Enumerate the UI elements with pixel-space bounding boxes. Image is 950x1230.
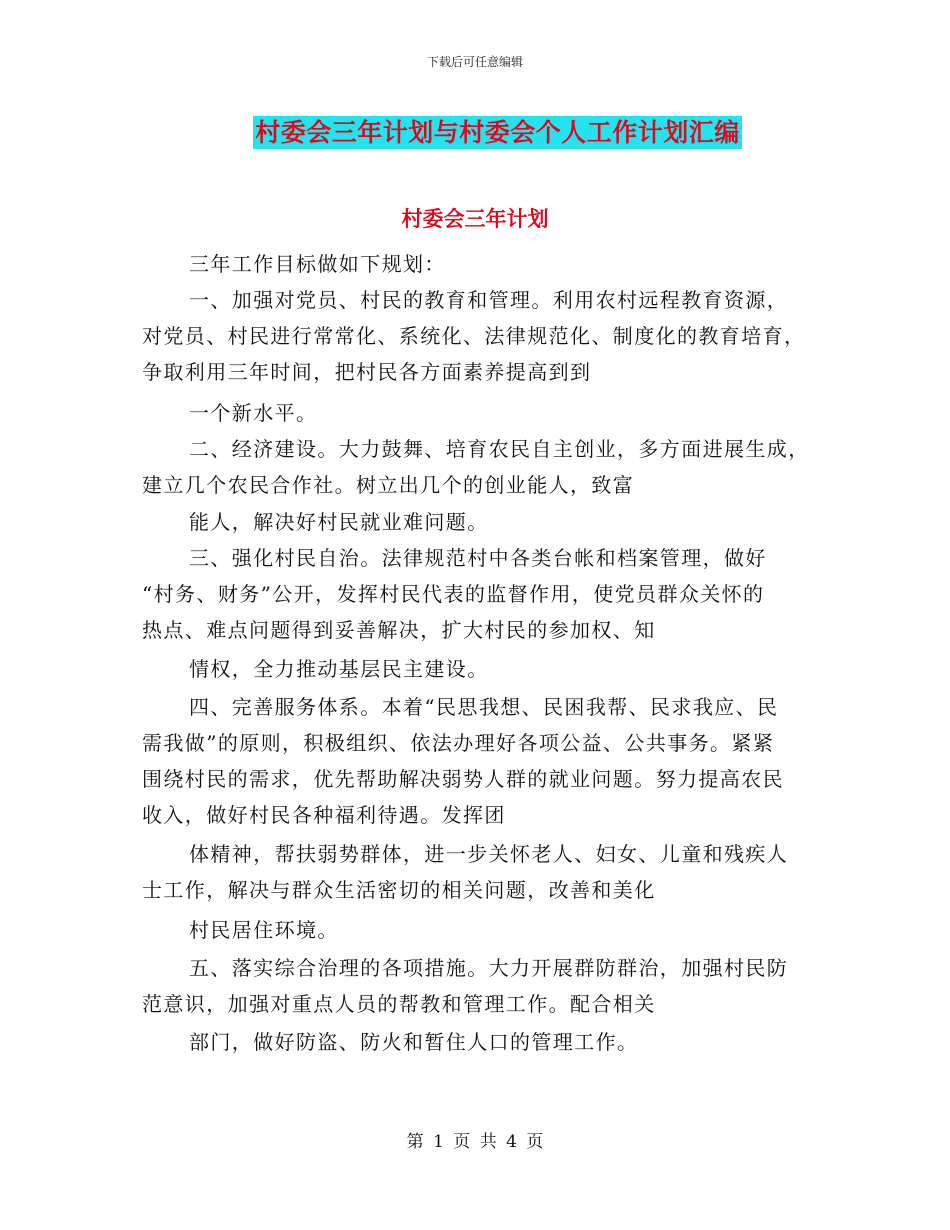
paragraph-line: 四、完善服务体系。本着“民思我想、民困我帮、民求我应、民 — [189, 695, 779, 719]
paragraph-line: 三年工作目标做如下规划： — [189, 252, 446, 276]
main-title-text: 村委会三年计划与村委会个人工作计划汇编 — [255, 118, 740, 147]
paragraph-line: 士工作，解决与群众生活密切的相关问题，改善和美化 — [142, 878, 656, 902]
main-title — [0, 113, 950, 149]
header-note: 下载后可任意编辑 — [426, 55, 523, 69]
paragraph-line: 争取利用三年时间，把村民各方面素养提高到到 — [142, 360, 592, 384]
paragraph-line: 能人，解决好村民就业难问题。 — [189, 510, 489, 534]
paragraph-line: “村务、财务”公开，发挥村民代表的监督作用，使党员群众关怀的 — [142, 582, 765, 606]
paragraph-line: 村民居住环境。 — [189, 918, 339, 942]
paragraph-line: 范意识，加强对重点人员的帮教和管理工作。配合相关 — [142, 992, 656, 1016]
paragraph-line: 围绕村民的需求，优先帮助解决弱势人群的就业问题。努力提高农民 — [142, 767, 784, 791]
paragraph-line: 一个新水平。 — [189, 401, 318, 425]
paragraph-line: 需我做”的原则，积极组织、依法办理好各项公益、公共事务。紧紧 — [142, 731, 775, 755]
paragraph-line: 五、落实综合治理的各项措施。大力开展群防群治，加强村民防 — [189, 956, 789, 980]
page-number: 第 1 页 共 4 页 — [406, 1132, 544, 1152]
paragraph-line: 热点、难点问题得到妥善解决，扩大村民的参加权、知 — [142, 618, 656, 642]
paragraph-line: 一、加强对党员、村民的教育和管理。利用农村远程教育资源， — [189, 288, 789, 312]
paragraph-line: 体精神，帮扶弱势群体，进一步关怀老人、妇女、儿童和残疾人 — [189, 842, 789, 866]
section-title: 村委会三年计划 — [401, 206, 549, 231]
paragraph-line: 情权，全力推动基层民主建设。 — [189, 657, 489, 681]
paragraph-line: 收入，做好村民各种福利待遇。发挥团 — [142, 803, 506, 827]
paragraph-line: 对党员、村民进行常常化、系统化、法律规范化、制度化的教育培育， — [142, 324, 806, 348]
paragraph-line: 部门，做好防盗、防火和暂住人口的管理工作。 — [189, 1030, 639, 1054]
paragraph-line: 建立几个农民合作社。树立出几个的创业能人，致富 — [142, 473, 635, 497]
paragraph-line: 三、强化村民自治。法律规范村中各类台帐和档案管理，做好 — [189, 546, 767, 570]
paragraph-line: 二、经济建设。大力鼓舞、培育农民自主创业，多方面进展生成， — [189, 437, 810, 461]
